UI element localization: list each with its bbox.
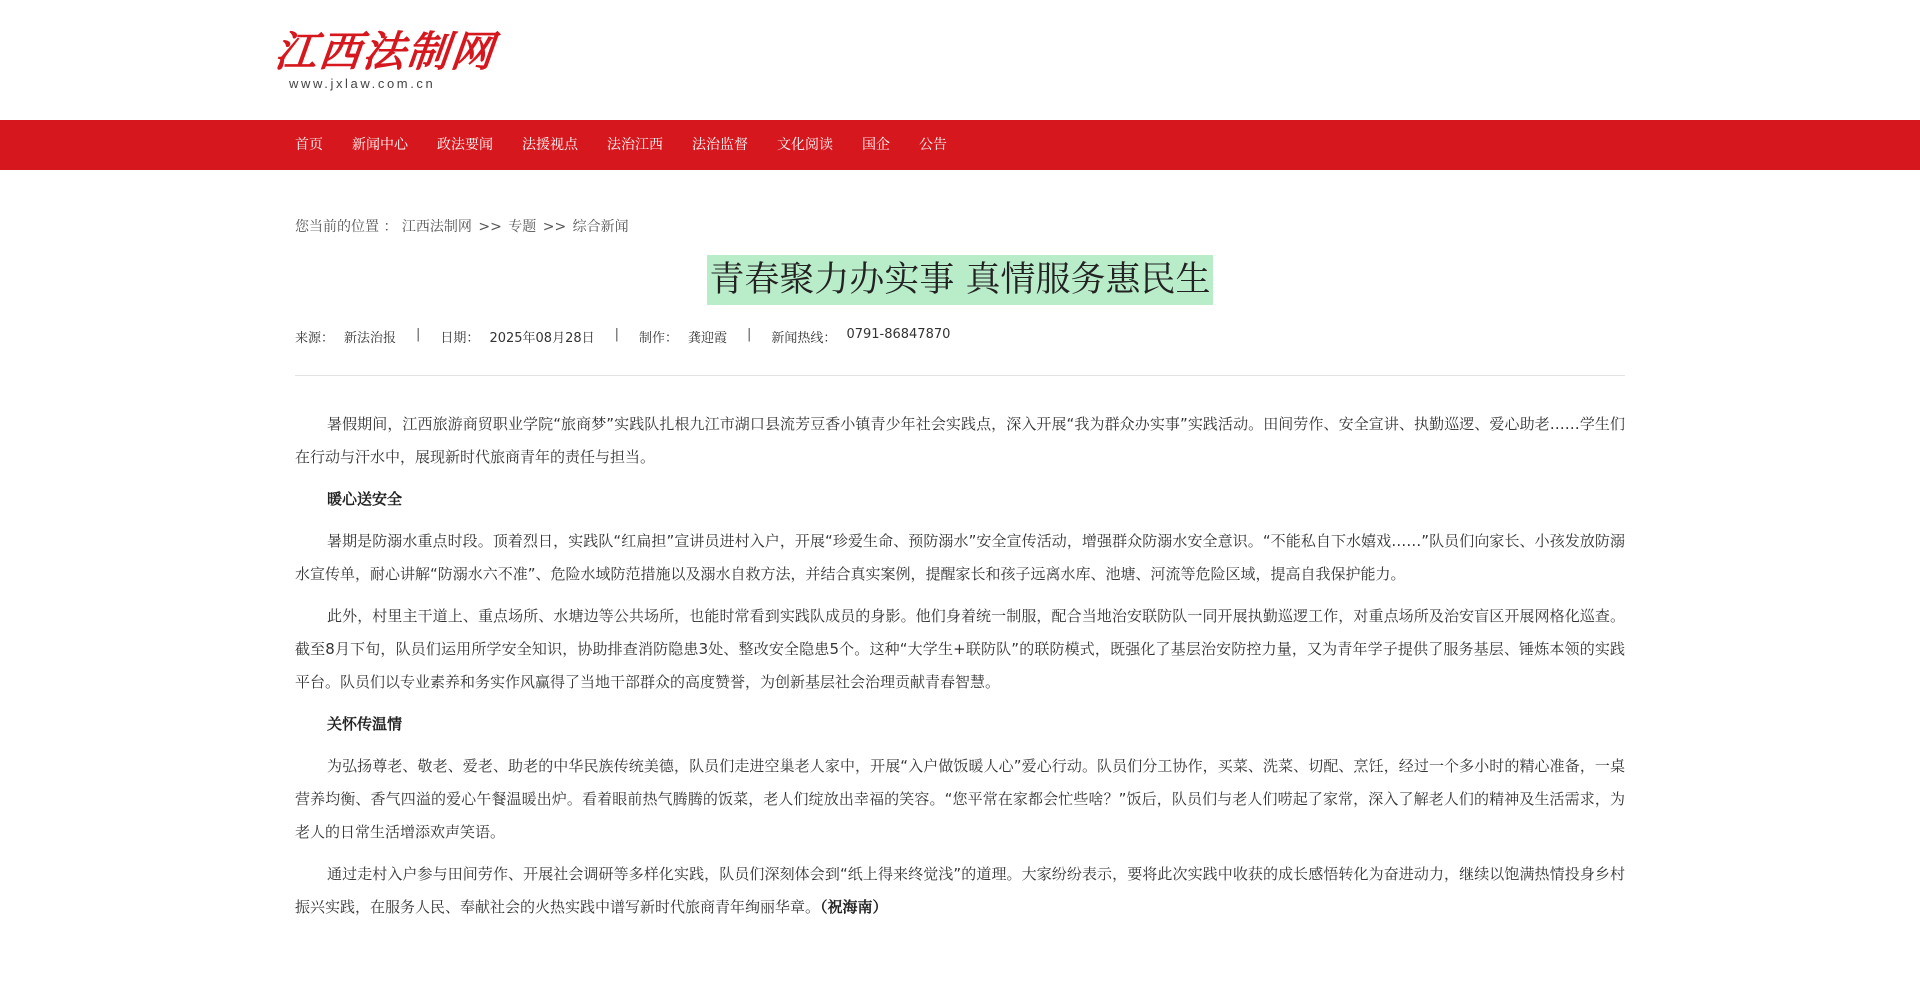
meta-divider: | [747, 327, 752, 342]
breadcrumb-prefix: 您当前的位置 ： [295, 219, 398, 235]
nav-item-legal-aid[interactable]: 法援视点 [522, 137, 578, 153]
nav-list [295, 120, 976, 170]
nav-item-home[interactable]: 首页 [295, 137, 323, 153]
article-title: 青春聚力办实事 真情服务惠民生 [707, 255, 1212, 305]
nav-item-announcement[interactable]: 公告 [919, 137, 947, 153]
breadcrumb [295, 216, 629, 236]
meta-hotline [771, 327, 950, 346]
breadcrumb-link-home[interactable]: 江西法制网 [401, 219, 472, 235]
breadcrumb-link-topic[interactable]: 专题 [508, 219, 537, 235]
article-paragraph-last [295, 858, 1625, 924]
article-body [295, 408, 1625, 933]
meta-author-value: 龚迎霞 [688, 331, 728, 346]
nav-item-news-center[interactable]: 新闻中心 [352, 137, 408, 153]
article-paragraph: 暑期是防溺水重点时段。顶着烈日，实践队“红扁担”宣讲员进村入户，开展“珍爱生命、预防溺水”安全宣传活动，增强群众防溺水安全意识。“不能私自下水嬉戏……”队员们向家长、小孩发放防溺水宣传单，耐心讲解“防溺水六不准”、危险水域防范措施以及溺水自救方法，并结合真实案例，提醒家长和孩子远离水库、池塘、河流等危险区域，提高自我保护能力。 [295, 532, 1625, 583]
site-logo[interactable] [272, 26, 498, 91]
article-byline: （祝海南） [820, 898, 888, 916]
meta-date-value: 2025年08月28日 [489, 331, 595, 346]
article-title-wrap [295, 255, 1625, 305]
meta-author-label: 制作： [639, 331, 679, 346]
nav-item-law-supervision[interactable]: 法治监督 [692, 137, 748, 153]
logo-url: www.jxlaw.com.cn [289, 76, 436, 91]
meta-author [639, 327, 727, 346]
breadcrumb-link-general-news[interactable]: 综合新闻 [572, 219, 629, 235]
article-paragraph: 为弘扬尊老、敬老、爱老、助老的中华民族传统美德，队员们走进空巢老人家中，开展“入户做饭暖人心”爱心行动。队员们分工协作，买菜、洗菜、切配、烹饪，经过一个多小时的精心准备，一桌营养均衡、香气四溢的爱心午餐温暖出炉。看着眼前热气腾腾的饭菜，老人们绽放出幸福的笑容。“您平常在家都会忙些啥？”饭后，队员们与老人们唠起了家常，深入了解老人们的精神及生活需求，为老人的日常生活增添欢声笑语。 [295, 757, 1625, 841]
meta-source [295, 327, 396, 346]
breadcrumb-separator: >> [542, 219, 567, 235]
article-paragraph-text: 通过走村入户参与田间劳作、开展社会调研等多样化实践，队员们深刻体会到“纸上得来终觉浅”的道理。大家纷纷表示，要将此次实践中收获的成长感悟转化为奋进动力，继续以饱满热情投身乡村振兴实践，在服务人民、奉献社会的火热实践中谱写新时代旅商青年绚丽华章。 [295, 865, 1625, 916]
meta-source-value: 新法治报 [344, 331, 397, 346]
article-paragraph: 此外，村里主干道上、重点场所、水塘边等公共场所，也能时常看到实践队成员的身影。他们身着统一制服，配合当地治安联防队一同开展执勤巡逻工作，对重点场所及治安盲区开展网格化巡查。截至8月下旬，队员们运用所学安全知识，协助排查消防隐患3处、整改安全隐患5个。这种“大学生+联防队”的联防模式，既强化了基层治安防控力量，又为青年学子提供了服务基层、锤炼本领的实践平台。队员们以专业素养和务实作风赢得了当地干部群众的高度赞誉，为创新基层社会治理贡献青春智慧。 [295, 607, 1625, 691]
article-paragraph: 暑假期间，江西旅游商贸职业学院“旅商梦”实践队扎根九江市湖口县流芳豆香小镇青少年社会实践点，深入开展“我为群众办实事”实践活动。田间劳作、安全宣讲、执勤巡逻、爱心助老……学生们在行动与汗水中，展现新时代旅商青年的责任与担当。 [295, 415, 1625, 466]
article-subheading: 关怀传温情 [327, 715, 403, 733]
meta-divider: | [614, 327, 619, 342]
meta-divider: | [416, 327, 421, 342]
meta-hotline-value: 0791-86847870 [846, 327, 951, 342]
meta-date [440, 327, 594, 346]
nav-item-politics-law[interactable]: 政法要闻 [437, 137, 493, 153]
meta-date-label: 日期： [440, 331, 480, 346]
breadcrumb-separator: >> [478, 219, 502, 235]
nav-item-rule-of-law-jiangxi[interactable]: 法治江西 [607, 137, 663, 153]
article-meta [295, 327, 950, 346]
site-header [0, 0, 1920, 120]
meta-hotline-label: 新闻热线： [771, 331, 837, 346]
meta-source-label: 来源： [295, 331, 335, 346]
main-nav [0, 120, 1920, 170]
article-subheading: 暖心送安全 [327, 490, 403, 508]
nav-item-culture-reading[interactable]: 文化阅读 [777, 137, 833, 153]
meta-divider-line [295, 375, 1625, 376]
nav-item-state-enterprise[interactable]: 国企 [862, 137, 890, 153]
logo-title: 江西法制网 [272, 27, 498, 76]
